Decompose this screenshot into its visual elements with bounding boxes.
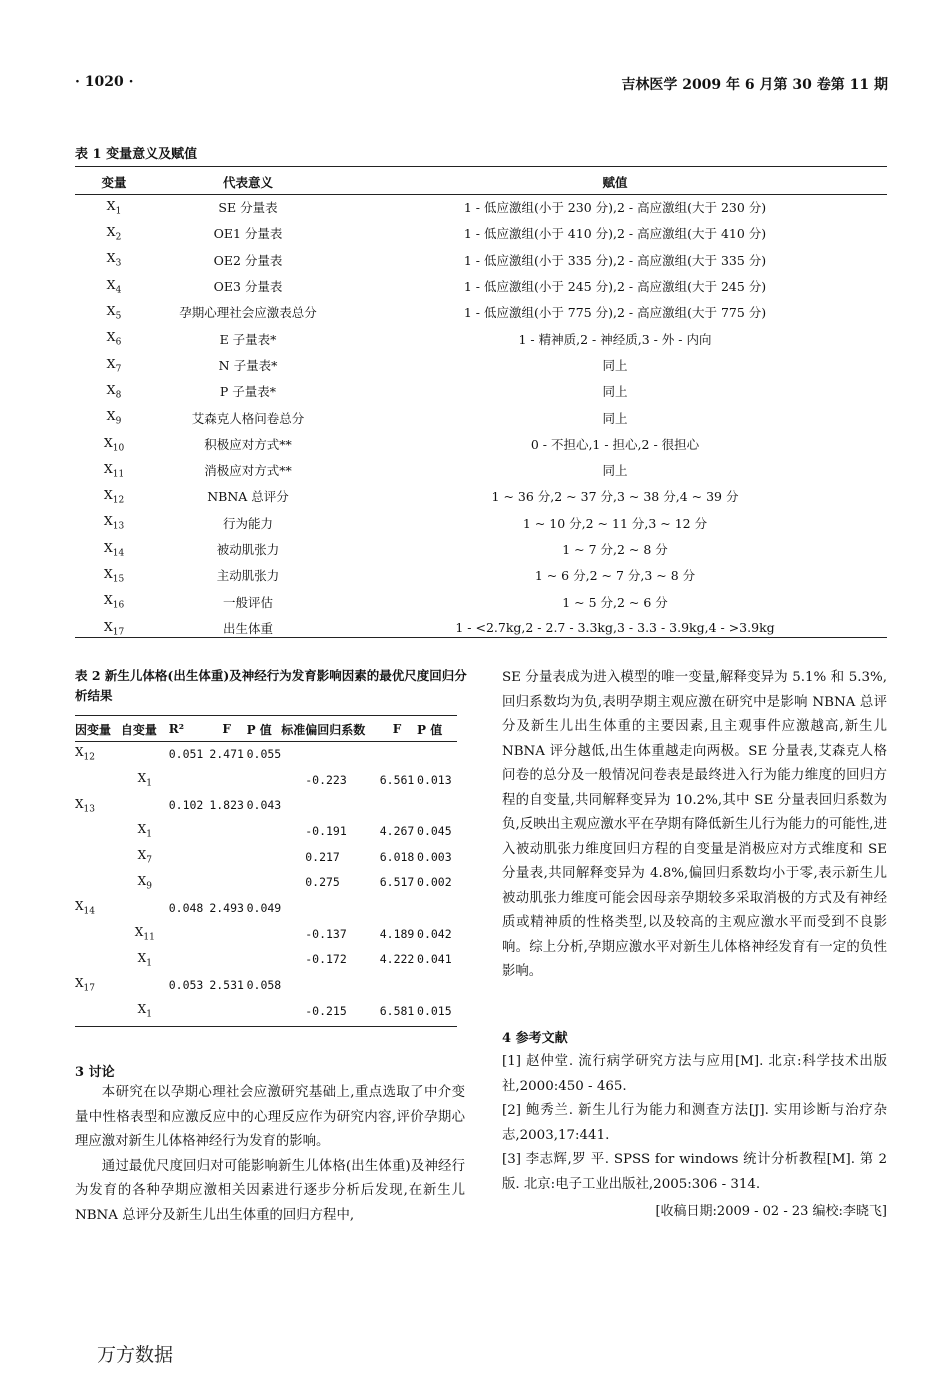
- table2-cell: [207, 818, 247, 844]
- table2-cell: 0.013: [417, 772, 452, 787]
- table2-header: 自变量: [120, 722, 157, 737]
- table2-cell: 6.018: [379, 849, 415, 864]
- table1-meaning-cell: 行为能力: [222, 515, 273, 531]
- table2-row: [75, 844, 457, 870]
- table2-cell: $X_{11}$: [134, 924, 155, 943]
- discussion-paragraph: 通过最优尺度回归对可能影响新生儿体格(出生体重)及神经行为发育的各种孕期应激相关因素进行逐步分析后发现,在新生儿 NBNA 总评分及新生儿出生体重的回归方程中,: [75, 1158, 465, 1223]
- table1-row: [75, 536, 887, 562]
- table1-value-cell: 1 ~ 36 分,2 ~ 37 分,3 ~ 38 分,4 ~ 39 分: [491, 489, 739, 505]
- table1-meaning-cell: N 子量表*: [218, 357, 278, 373]
- table1-var-cell: $X_2$: [106, 224, 122, 243]
- table2-header: R²: [168, 722, 184, 736]
- table1-var-cell: $X_{16}$: [103, 592, 125, 611]
- table2-bottom-rule: [75, 1026, 457, 1027]
- table2-cell: [169, 869, 207, 895]
- table1-row: [75, 273, 887, 299]
- table1-meaning-cell: SE 分量表: [218, 200, 278, 216]
- table1-caption: 表 1 变量意义及赋值: [75, 147, 198, 162]
- table2-cell: [169, 947, 207, 973]
- table1-meaning-cell: 积极应对方式**: [204, 436, 292, 452]
- table2-cell: 4.222: [379, 952, 415, 967]
- table1-meaning-cell: OE2 分量表: [213, 252, 283, 268]
- table2-cell: [75, 869, 121, 895]
- table2-cell: 0.102: [168, 798, 204, 813]
- table2: [75, 717, 457, 1024]
- table2-cell: [377, 792, 417, 818]
- table1-row: [75, 325, 887, 351]
- table2-cell: [75, 767, 121, 793]
- table2-row: [75, 818, 457, 844]
- table2-cell: [121, 792, 169, 818]
- table2-cell: -0.215: [305, 1003, 347, 1018]
- table2-cell: [169, 921, 207, 947]
- table2-cell: $X_7$: [137, 847, 152, 866]
- table2-cell: 1.823: [209, 798, 244, 813]
- table2-cell: 0.041: [417, 952, 452, 967]
- table2-cell: $X_1$: [137, 950, 152, 969]
- table2-cell: $X_1$: [137, 1002, 152, 1020]
- table2-cell: [75, 947, 121, 973]
- table1-top-rule: [75, 166, 887, 167]
- table2-cell: 0.043: [246, 798, 282, 813]
- table2-cell: 2.493: [209, 900, 244, 915]
- table2-cell: 0.003: [417, 849, 452, 864]
- page-number: · 1020 ·: [75, 74, 134, 90]
- table2-header: F: [222, 722, 231, 736]
- table2-cell: 2.531: [209, 978, 244, 993]
- table2-row: [75, 869, 457, 895]
- table2-cell: -0.137: [305, 926, 347, 941]
- table2-cell: 0.048: [168, 900, 204, 915]
- table2-row: [75, 947, 457, 973]
- table1-meaning-cell: E 子量表*: [219, 331, 277, 347]
- table1-meaning-cell: 主动肌张力: [216, 568, 280, 584]
- table1-meaning-cell: 艾森克人格问卷总分: [191, 410, 305, 426]
- table2-cell: [247, 947, 282, 973]
- table2-cell: [121, 741, 169, 767]
- table2-row: [75, 998, 457, 1024]
- table2-cell: [75, 818, 121, 844]
- table1-var-cell: $X_{12}$: [103, 487, 125, 506]
- table2-header: P 值: [417, 722, 443, 737]
- table1-value-cell: 1 ~ 6 分,2 ~ 7 分,3 ~ 8 分: [534, 568, 696, 584]
- table2-cell: [281, 792, 377, 818]
- table1-row: [75, 615, 887, 641]
- table1-var-cell: $X_{13}$: [103, 513, 125, 532]
- table2-cell: [207, 767, 247, 793]
- table1-header-meaning: 代表意义: [222, 175, 273, 190]
- table1-meaning-cell: 出生体重: [222, 620, 273, 636]
- table1-meaning-cell: 消极应对方式**: [204, 463, 292, 479]
- table2-cell: 0.055: [246, 746, 282, 761]
- table1-row: [75, 352, 887, 378]
- discussion-title: 3 讨论: [75, 1065, 115, 1080]
- table1-row: [75, 588, 887, 614]
- reference-item: [3] 李志辉,罗 平. SPSS for windows 统计分析教程[M]. 第 2 版. 北京:电子工业出版社,2005:306 - 314.: [502, 1152, 887, 1192]
- table2-cell: [417, 741, 457, 767]
- table1-value-cell: 1 - <2.7kg,2 - 2.7 - 3.3kg,3 - 3.3 - 3.9kg,4 - >3.9kg: [455, 620, 775, 636]
- table2-cell: [247, 921, 282, 947]
- table1-value-cell: 1 - 低应激组(小于 335 分),2 - 高应激组(大于 335 分): [463, 252, 767, 268]
- table1-value-cell: 同上: [602, 384, 628, 400]
- table2-header: 标准偏回归系数: [281, 722, 366, 737]
- table1-var-cell: $X_9$: [106, 408, 122, 427]
- table2-cell: 0.045: [417, 823, 452, 838]
- table1-var-cell: $X_4$: [106, 276, 122, 296]
- table1-meaning-cell: 一般评估: [222, 594, 273, 610]
- journal-header: 吉林医学 2009 年 6 月第 30 卷第 11 期: [621, 77, 888, 93]
- table1-row: [75, 247, 887, 273]
- table1-value-cell: 同上: [602, 410, 628, 426]
- table2-cell: [207, 869, 247, 895]
- table2-cell: -0.223: [305, 772, 347, 787]
- table1-row: [75, 483, 887, 509]
- table2-cell: [247, 844, 282, 870]
- table1-row: [75, 431, 887, 457]
- table2-cell: 0.053: [168, 978, 204, 993]
- table2-row: [75, 767, 457, 793]
- table2-header-row: [75, 717, 457, 741]
- table2-cell: [207, 844, 247, 870]
- table2-header: P 值: [246, 722, 272, 737]
- table1-value-cell: 1 - 低应激组(小于 410 分),2 - 高应激组(大于 410 分): [463, 226, 767, 242]
- table1-header-value: 赋值: [602, 175, 628, 190]
- table1-meaning-cell: 孕期心理社会应激表总分: [179, 305, 317, 321]
- table1-value-cell: 1 - 低应激组(小于 245 分),2 - 高应激组(大于 245 分): [463, 279, 767, 295]
- table2-cell: 0.275: [305, 875, 340, 890]
- table1-value-cell: 0 - 不担心,1 - 担心,2 - 很担心: [530, 436, 700, 452]
- table1-row: [75, 457, 887, 483]
- table2-cell: 0.042: [417, 926, 452, 941]
- table2-cell: 0.002: [417, 875, 452, 890]
- table1-row: [75, 404, 887, 430]
- table1-header-row: [75, 170, 887, 194]
- table1-meaning-cell: OE3 分量表: [213, 279, 283, 295]
- table2-cell: [207, 998, 247, 1024]
- table2-cell: [207, 947, 247, 973]
- table1-var-cell: $X_8$: [106, 381, 122, 401]
- table2-cell: 0.049: [246, 900, 282, 915]
- discussion-right-column: [502, 666, 887, 985]
- table2-cell: 2.471: [209, 746, 244, 761]
- table2-cell: 6.561: [379, 772, 415, 787]
- table2-cell: [121, 895, 169, 921]
- reference-list: [502, 1050, 887, 1197]
- table1-meaning-cell: OE1 分量表: [213, 226, 283, 242]
- table2-cell: $X_{12}$: [75, 745, 95, 763]
- table1-value-cell: 1 ~ 7 分,2 ~ 8 分: [562, 542, 668, 557]
- table2-cell: [281, 972, 377, 998]
- table2-cell: [75, 844, 121, 870]
- table2-cell: 6.581: [379, 1003, 415, 1018]
- table2-cell: [377, 741, 417, 767]
- table1-value-cell: 同上: [602, 463, 628, 479]
- table1-var-cell: $X_{15}$: [103, 566, 125, 585]
- discussion-paragraph: 本研究在以孕期心理社会应激研究基础上,重点选取了中介变量中性格表型和应激反应中的心理反应作为研究内容,评价孕期心理应激对新生儿体格神经行为发育的影响。: [75, 1085, 465, 1149]
- table2-cell: $X_{13}$: [75, 796, 95, 814]
- table1-row: [75, 562, 887, 588]
- table2-top-rule: [75, 715, 457, 716]
- table2-cell: [247, 767, 282, 793]
- table2-cell: 0.015: [417, 1003, 452, 1018]
- table1-value-cell: 1 ~ 5 分,2 ~ 6 分: [562, 594, 668, 610]
- table2-cell: [417, 972, 457, 998]
- table1-row: [75, 299, 887, 325]
- table2-cell: [281, 895, 377, 921]
- references-title: 4 参考文献: [502, 1031, 568, 1046]
- table2-cell: [169, 844, 207, 870]
- table1-var-cell: $X_{11}$: [103, 460, 125, 480]
- table2-row: [75, 921, 457, 947]
- table2-cell: [281, 741, 377, 767]
- table2-cell: $X_1$: [137, 822, 152, 840]
- reference-item: [1] 赵仲堂. 流行病学研究方法与应用[M]. 北京:科学技术出版社,2000:450 - 465.: [502, 1054, 887, 1094]
- table2-cell: [417, 895, 457, 921]
- table2-row: [75, 895, 457, 921]
- table2-cell: [75, 998, 121, 1024]
- table2-cell: [75, 921, 121, 947]
- table2-cell: -0.191: [305, 823, 347, 838]
- table2-cell: $X_{17}$: [75, 976, 95, 994]
- table2-cell: [377, 972, 417, 998]
- table2-cell: 0.217: [305, 849, 340, 864]
- discussion-paragraph: SE 分量表成为进入模型的唯一变量,解释变异为 5.1% 和 5.3%,回归系数均为负,表明孕期主观应激在研究中是影响 NBNA 总评分及新生儿出生体重的主要因素,且主观事件应激越高,新生儿 NBNA 评分越低,出生体重越走向两极。SE 分量表,艾森克人格问卷的总分及一般情况问卷表是最终进入行为能力维度的回归方程的自变量,共同解释变异为 10.2%,其中 SE 分量表回归系数为负,反映出主观应激水平在孕期有降低新生儿行为能力的可能性,进入被动肌张力维度回归方程的自变量是消极应对方式维度和 SE 分量表,共同解释变异为 4.8%,偏回归系数均小于零,表示新生儿被动肌张力维度可能会因母亲孕期较多采取消极的方式及有神经质或精神质的性格类型,以及较高的主观应激水平而受到不良影响。综上分析,孕期应激水平对新生儿体格神经发育有一定的负性影响。: [502, 670, 887, 979]
- table1-value-cell: 1 ~ 10 分,2 ~ 11 分,3 ~ 12 分: [522, 515, 708, 531]
- table1-row: [75, 194, 887, 220]
- table2-cell: $X_1$: [137, 770, 152, 789]
- table2-cell: 4.267: [379, 823, 415, 838]
- table1-var-cell: $X_6$: [106, 329, 122, 348]
- table1-value-cell: 1 - 低应激组(小于 230 分),2 - 高应激组(大于 230 分): [463, 200, 767, 216]
- table2-cell: -0.172: [305, 952, 347, 967]
- table1-var-cell: $X_{17}$: [103, 618, 125, 638]
- table1-var-cell: $X_{14}$: [103, 539, 125, 559]
- table1-var-cell: $X_5$: [106, 303, 122, 322]
- table2-cell: [377, 895, 417, 921]
- table2-cell: [169, 998, 207, 1024]
- table2-row: [75, 741, 457, 767]
- table2-cell: 0.051: [168, 746, 204, 761]
- table2-row: [75, 972, 457, 998]
- table2-cell: [247, 998, 282, 1024]
- table2-caption: 表 2 新生儿体格(出生体重)及神经行为发育影响因素的最优尺度回归分析结果: [75, 668, 467, 703]
- table2-cell: [417, 792, 457, 818]
- table1-var-cell: $X_7$: [106, 355, 122, 375]
- table2-cell: [169, 818, 207, 844]
- table2-row: [75, 792, 457, 818]
- table2-cell: [247, 818, 282, 844]
- table2-cell: [121, 972, 169, 998]
- table1-value-cell: 1 - 精神质,2 - 神经质,3 - 外 - 内向: [518, 331, 712, 347]
- table1: [75, 170, 887, 641]
- table1-row: [75, 510, 887, 536]
- table1-value-cell: 1 - 低应激组(小于 775 分),2 - 高应激组(大于 775 分): [463, 305, 767, 321]
- reference-item: [2] 鲍秀兰. 新生儿行为能力和测查方法[J]. 实用诊断与治疗杂志,2003,17:441.: [502, 1103, 887, 1143]
- table2-header: 因变量: [75, 722, 112, 737]
- table1-row: [75, 378, 887, 404]
- table2-cell: $X_9$: [137, 873, 152, 891]
- table2-header: F: [392, 722, 402, 736]
- table2-cell: [207, 921, 247, 947]
- table1-value-cell: 同上: [602, 357, 628, 373]
- table2-cell: 0.058: [246, 978, 282, 993]
- table1-meaning-cell: NBNA 总评分: [207, 489, 289, 505]
- table2-cell: 4.189: [379, 926, 415, 941]
- table2-cell: [169, 767, 207, 793]
- watermark-text: 万方数据: [97, 1344, 174, 1366]
- discussion-left-column: [75, 1081, 465, 1228]
- receipt-date: [收稿日期:2009 - 02 - 23 编校:李晓飞]: [655, 1204, 887, 1219]
- table1-var-cell: $X_3$: [106, 250, 122, 269]
- table2-cell: [247, 869, 282, 895]
- table1-header-var: 变量: [101, 175, 127, 190]
- table2-cell: $X_{14}$: [75, 899, 95, 917]
- table1-var-cell: $X_{10}$: [103, 434, 125, 454]
- table1-row: [75, 220, 887, 246]
- table2-cell: 6.517: [379, 875, 415, 890]
- table1-var-cell: $X_1$: [106, 197, 122, 217]
- table1-meaning-cell: P 子量表*: [219, 384, 277, 400]
- table1-meaning-cell: 被动肌张力: [216, 542, 280, 557]
